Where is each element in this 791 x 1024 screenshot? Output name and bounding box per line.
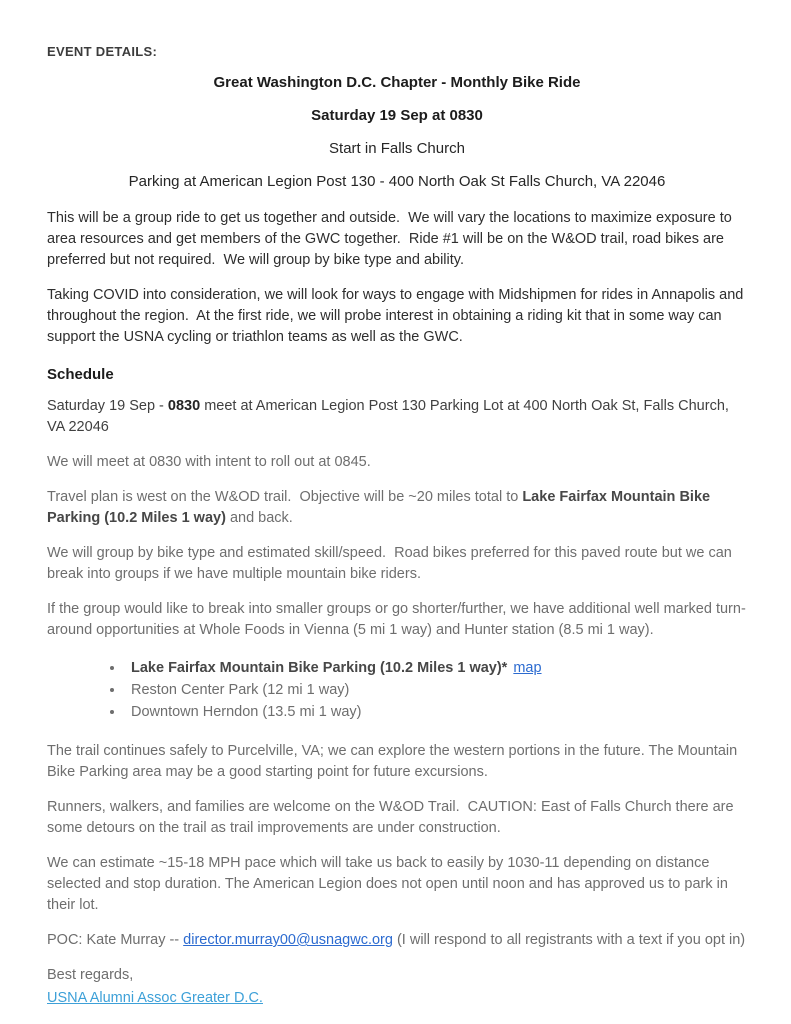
intro-paragraph-1: This will be a group ride to get us together and outside. We will vary the locations to maximize exposure to area resources and get members of the GWC together. Ride #1 will be on the W&OD trail, road bikes are preferred but not required. We will group by bike type and ability.: [47, 210, 736, 268]
poc-line: [47, 930, 747, 951]
list-item-reston: • Reston Center Park (12 mi 1 way): [125, 679, 747, 701]
schedule-heading: Schedule: [47, 366, 114, 383]
org-link[interactable]: USNA Alumni Assoc Greater D.C.: [47, 990, 263, 1006]
event-datetime: Saturday 19 Sep at 0830: [311, 107, 483, 124]
caution-note: Runners, walkers, and families are welcome on the W&OD Trail. CAUTION: East of Falls Church there are some detours on the trail as trail improvements are under construction.: [47, 799, 738, 836]
turnaround-note: If the group would like to break into smaller groups or go shorter/further, we have additional well marked turn-around opportunities at Whole Foods in Vienna (5 mi 1 way) and Hunter station (8.5 mi 1 way).: [47, 601, 746, 638]
grouping-note: We will group by bike type and estimated skill/speed. Road bikes preferred for this paved route but we can break into groups if we have multiple mountain bike riders.: [47, 545, 736, 582]
travel-suffix-text: and back.: [225, 510, 293, 526]
travel-destination-text: Lake Fairfax Mountain Bike Parking (10.2 Miles 1 way): [47, 489, 715, 526]
travel-plan: [47, 487, 747, 529]
signature-org: [47, 988, 747, 1009]
meet-prefix-text: Saturday 19 Sep -: [47, 398, 168, 414]
lake-fairfax-text: Lake Fairfax Mountain Bike Parking (10.2 Miles 1 way)*: [131, 660, 508, 676]
poc-prefix-text: POC: Kate Murray --: [47, 932, 184, 948]
list-item-herndon: • Downtown Herndon (13.5 mi 1 way): [125, 701, 747, 723]
turnaround-list: [47, 657, 747, 723]
event-parking-info: Parking at American Legion Post 130 - 400 North Oak St Falls Church, VA 22046: [128, 173, 666, 190]
email-link[interactable]: director.murray00@usnagwc.org: [183, 932, 393, 948]
meet-time-text: 0830: [167, 398, 201, 414]
event-details-label: EVENT DETAILS:: [47, 44, 158, 59]
event-title: Great Washington D.C. Chapter - Monthly Bike Ride: [213, 74, 581, 91]
intro-paragraph-2: Taking COVID into consideration, we will look for ways to engage with Midshipmen for rides in Annapolis and throughout the region. At the first ride, we will probe interest in obtaining a riding kit that in some way can support the USNA cycling or triathlon teams as well as the GWC.: [47, 287, 748, 345]
pace-note: We can estimate ~15-18 MPH pace which will take us back to easily by 1030-11 depending on distance selected and stop duration. The American Legion does not open until noon and has approved us to park in their lot.: [47, 855, 732, 913]
poc-suffix-text: (I will respond to all registrants with a text if you opt in): [392, 932, 746, 948]
trail-note: The trail continues safely to Purcelville, VA; we can explore the western portions in the future. The Mountain Bike Parking area may be a good starting point for future excursions.: [47, 743, 742, 780]
schedule-meet-line: [47, 396, 747, 438]
event-start-location: Start in Falls Church: [329, 140, 465, 157]
meet-note: We will meet at 0830 with intent to roll out at 0845.: [47, 454, 371, 470]
travel-prefix-text: Travel plan is west on the W&OD trail. Objective will be ~20 miles total to: [47, 489, 523, 505]
list-item-lake-fairfax: [125, 657, 747, 679]
meet-suffix-text: meet at American Legion Post 130 Parking Lot at 400 North Oak St, Falls Church, VA 22046: [47, 398, 733, 435]
map-link[interactable]: map: [513, 660, 542, 676]
closing-line: Best regards,: [47, 967, 134, 983]
